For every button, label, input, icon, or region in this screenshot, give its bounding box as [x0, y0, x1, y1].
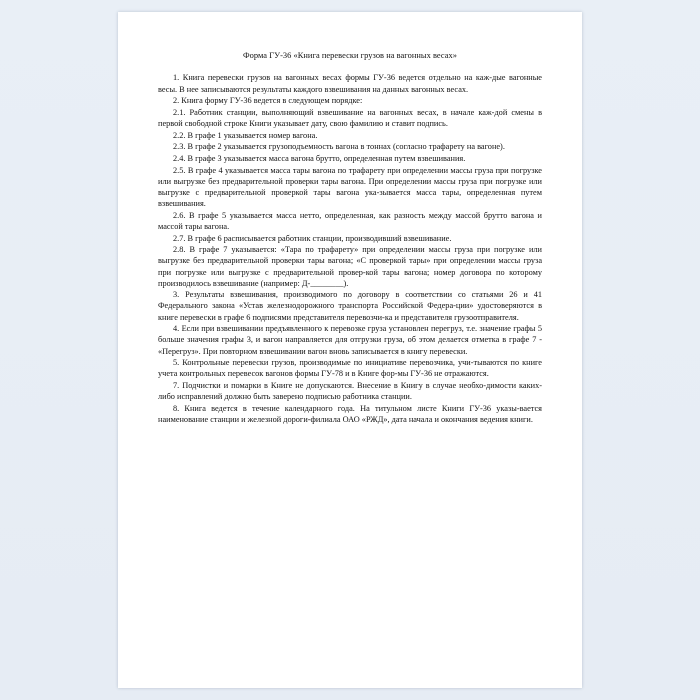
document-sheet: [118, 12, 582, 688]
paragraph: 2. Книга форму ГУ-36 ведется в следующем порядке:: [173, 96, 363, 106]
paragraph: 2.4. В графе 3 указывается масса вагона брутто, определенная путем взвешивания.: [173, 153, 466, 163]
paragraph: 2.3. В графе 2 указывается грузоподъемность вагона в тоннах (согласно трафарету на вагоне).: [173, 142, 505, 152]
paragraph: 4. Если при взвешивании предъявленного к перевозке груза установлен перегруз, т.е. значение графы 5 больше значения графы 3, и вагон направляется для отгрузки груза, об этом делается отметка в графе 7 - «Перегруз». При повторном взвешивании вагон вновь записывается в книгу перевески.: [158, 324, 542, 356]
paragraph: 2.8. В графе 7 указывается: «Тара по трафарету» при определении массы груза при погрузке или выгрузке без предварительной проверки тары вагона; «С проверкой тары» при определении массы груза при погрузке или выгрузке с предварительной провер-кой тары вагона; номер договора по которому производилось взвешивание (например: Д-________).: [158, 245, 542, 288]
paragraph: 2.7. В графе 6 расписывается работник станции, производивший взвешивание.: [173, 233, 452, 243]
paragraph: 7. Подчистки и помарки в Книге не допускаются. Внесение в Книгу в случае необхо-димости каких-либо исправлений должно быть заверено подписью работника станции.: [158, 381, 542, 402]
page-title: Форма ГУ-36 «Книга перевески грузов на вагонных весах»: [242, 51, 457, 60]
paragraph: 2.6. В графе 5 указывается масса нетто, определенная, как разность между массой брутто вагона и массой тары вагона.: [158, 210, 542, 231]
paragraph: 2.1. Работник станции, выполняющий взвешивание на вагонных весах, в начале каж-дой смены в первой свободной строке Книги указывает дату, свою фамилию и ставит подпись.: [158, 107, 542, 128]
paragraph: 3. Результаты взвешивания, производимого по договору в соответствии со статьями 26 и 41 Федерального закона «Устав железнодорожного транспорта Российской Федера-ции» удостоверяются в книге перевески в графе 6 подписями представителя перевозчи-ка и представителя грузоотправителя.: [158, 290, 542, 322]
paragraph: 5. Контрольные перевески грузов, производимые по инициативе перевозчика, учи-тываются по книге учета контрольных перевесок вагонов формы ГУ-78 и в Книге фор-мы ГУ-36 не отражаются.: [158, 358, 542, 379]
paragraph: 2.5. В графе 4 указывается масса тары вагона по трафарету при определении массы груза при погрузке или выгрузке без предварительной проверки тары вагона. При определении массы груза при погрузке или выгрузке с предварительной проверкой тары вагона ука-зывается масса тары, определенная путем взвешивания.: [158, 165, 542, 209]
document-body: [118, 12, 582, 516]
paragraph: 8. Книга ведется в течение календарного года. На титульном листе Книги ГУ-36 указы-вается наименование станции и железной дороги-филиала ОАО «РЖД», дата начала и окончания ведения книги.: [158, 403, 542, 425]
paragraph: 2.2. В графе 1 указывается номер вагона.: [173, 130, 318, 140]
page-bottom-margin: [158, 426, 542, 486]
paragraph: 1. Книга перевески грузов на вагонных весах формы ГУ-36 ведется отдельно на каж-дые вагонные весы. В нее записываются результаты каждого взвешивания на данных вагонных весах.: [158, 73, 542, 94]
